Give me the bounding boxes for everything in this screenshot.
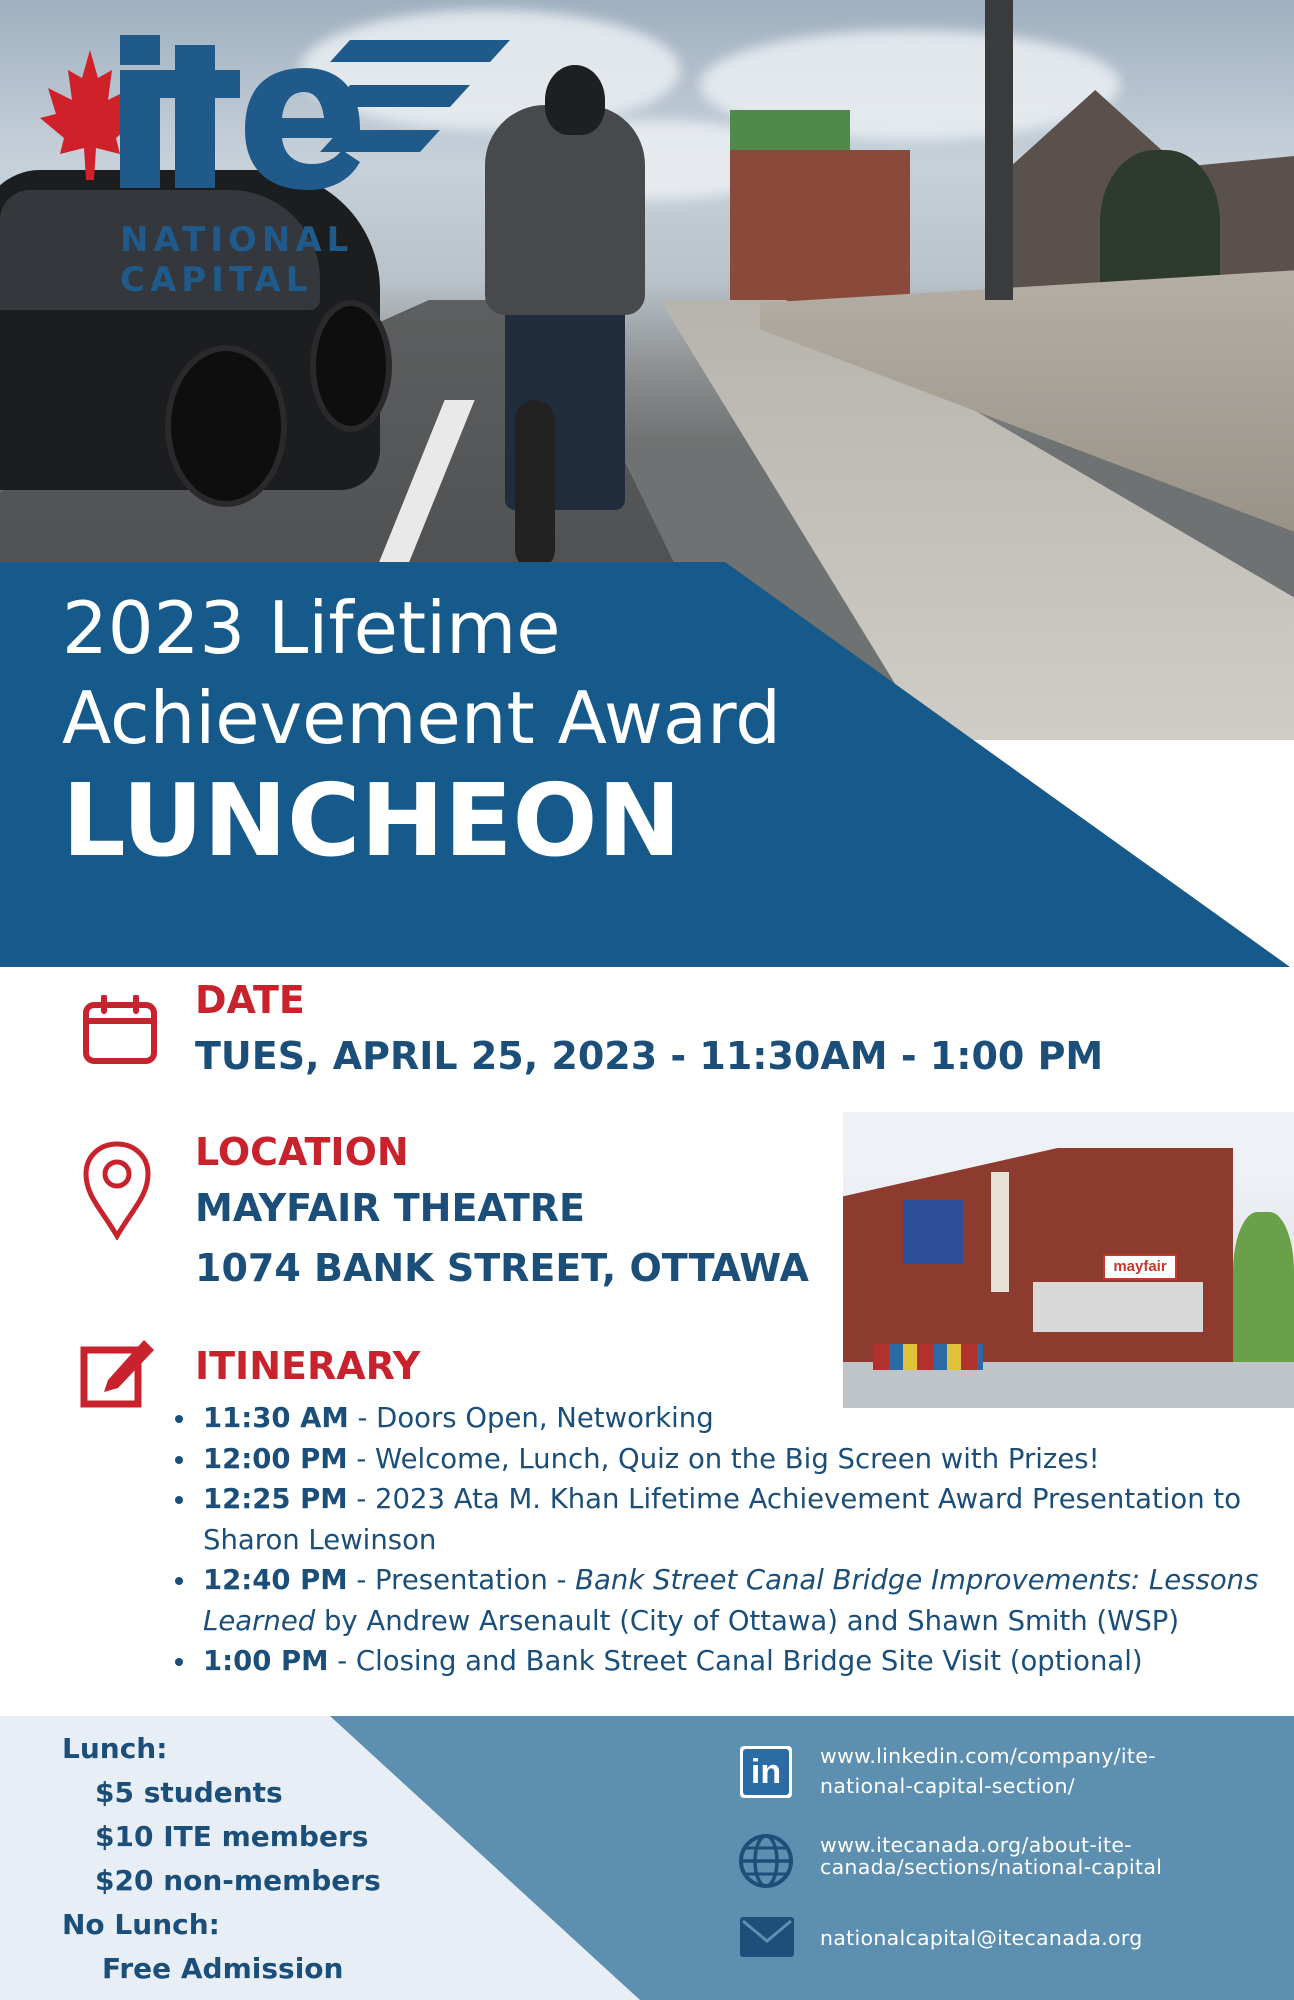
footer [0, 1716, 1294, 2000]
free-admission: Free Admission [102, 1952, 344, 1985]
location-venue: MAYFAIR THEATRE [195, 1186, 586, 1230]
title-banner [0, 562, 1294, 967]
ite-logo [20, 30, 520, 310]
itinerary-item [175, 1398, 1285, 1439]
calendar-icon [82, 995, 158, 1065]
mail-icon[interactable] [740, 1917, 794, 1957]
itinerary-item [175, 1439, 1285, 1480]
date-value: TUES, APRIL 25, 2023 - 11:30AM - 1:00 PM [195, 1034, 1104, 1078]
itinerary-item [175, 1479, 1285, 1560]
presentation-title: Bank Street Canal Bridge Improvements: Lessons Learned [203, 1564, 1259, 1637]
linkedin-icon[interactable]: in [740, 1746, 792, 1798]
itinerary-list [175, 1398, 1285, 1682]
itinerary-time: 1:00 PM [203, 1645, 329, 1677]
logo-line-national: NATIONAL [120, 220, 354, 260]
itinerary-item [175, 1560, 1285, 1641]
itinerary-time: 11:30 AM [203, 1402, 349, 1434]
email-link[interactable]: nationalcapital@itecanada.org [820, 1926, 1143, 1950]
itinerary-label: ITINERARY [195, 1344, 421, 1388]
no-lunch-label: No Lunch: [62, 1908, 220, 1941]
logo-line-capital: CAPITAL [120, 260, 313, 300]
lunch-label: Lunch: [62, 1732, 168, 1765]
edit-icon [78, 1330, 158, 1410]
price-non-members: $20 non-members [95, 1864, 381, 1897]
itinerary-text: - Doors Open, Networking [348, 1402, 714, 1434]
itinerary-time: 12:40 PM [203, 1564, 348, 1596]
itinerary-time: 12:25 PM [203, 1483, 348, 1515]
title-line-1: 2023 Lifetime [62, 586, 561, 670]
date-label: DATE [195, 978, 305, 1022]
price-members: $10 ITE members [95, 1820, 369, 1853]
title-line-2: Achievement Award [62, 676, 781, 760]
title-luncheon: LUNCHEON [62, 762, 682, 879]
itinerary-text: - Closing and Bank Street Canal Bridge Site Visit (optional) [328, 1645, 1143, 1677]
itinerary-text: - 2023 Ata M. Khan Lifetime Achievement Award Presentation to Sharon Lewinson [203, 1483, 1242, 1556]
itinerary-item [175, 1641, 1285, 1682]
location-label: LOCATION [195, 1130, 409, 1174]
itinerary-text: - Welcome, Lunch, Quiz on the Big Screen with Prizes! [347, 1442, 1100, 1475]
price-students: $5 students [95, 1776, 283, 1809]
linkedin-line-1: www.linkedin.com/company/ite- [820, 1744, 1156, 1768]
itinerary-text: - Presentation - [347, 1564, 576, 1596]
linkedin-line-2: national-capital-section/ [820, 1774, 1075, 1798]
theatre-photo [843, 1112, 1294, 1408]
itinerary-text-after: by Andrew Arsenault (City of Ottawa) and Shawn Smith (WSP) [315, 1604, 1180, 1637]
website-line-1: www.itecanada.org/about-ite- [820, 1833, 1132, 1857]
website-line-2: canada/sections/national-capital [820, 1855, 1163, 1879]
location-address: 1074 BANK STREET, OTTAWA [195, 1246, 809, 1290]
map-pin-icon [82, 1140, 152, 1240]
itinerary-time: 12:00 PM [203, 1442, 348, 1475]
mayfair-sign: mayfair [1103, 1254, 1177, 1280]
linkedin-link[interactable] [820, 1742, 1156, 1800]
website-link[interactable] [820, 1834, 1162, 1878]
globe-icon[interactable] [738, 1833, 794, 1889]
